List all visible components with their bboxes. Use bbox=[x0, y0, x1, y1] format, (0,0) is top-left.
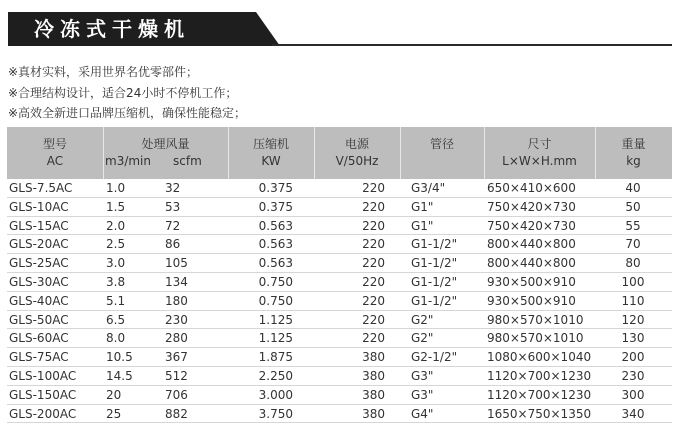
header-model bbox=[7, 127, 103, 179]
cell-kw: 0.750 bbox=[258, 274, 293, 289]
cell-kw: 1.875 bbox=[258, 350, 293, 365]
cell-kw: 1.125 bbox=[258, 312, 293, 327]
cell-flow-scfm: 72 bbox=[165, 218, 181, 233]
cell-voltage: 220 bbox=[362, 312, 385, 327]
cell-pipe: G2" bbox=[411, 331, 434, 346]
cell-kw: 0.563 bbox=[258, 218, 293, 233]
cell-flow-m3: 1.0 bbox=[106, 181, 126, 195]
cell-pipe: G1-1/2" bbox=[411, 237, 458, 252]
cell-voltage: 220 bbox=[362, 237, 385, 252]
header-pipe bbox=[400, 127, 484, 179]
cell-voltage: 220 bbox=[362, 274, 385, 289]
cell-model: GLS-200AC bbox=[9, 406, 77, 421]
cell-model: GLS-20AC bbox=[9, 237, 69, 252]
page-title: 冷冻式干燥机 bbox=[34, 17, 190, 41]
header-divider bbox=[314, 127, 315, 179]
table-row bbox=[7, 386, 672, 405]
table-row bbox=[7, 292, 672, 311]
table-row bbox=[7, 329, 672, 348]
cell-flow-m3: 6.5 bbox=[106, 312, 126, 327]
header-power bbox=[314, 127, 400, 179]
table-row bbox=[7, 348, 672, 367]
header-kw-label: 压缩机 bbox=[252, 137, 289, 151]
cell-pipe: G4" bbox=[411, 406, 434, 421]
title-bar bbox=[0, 12, 680, 46]
cell-size: 930×500×910 bbox=[487, 274, 576, 289]
cell-flow-scfm: 367 bbox=[165, 350, 188, 365]
cell-voltage: 220 bbox=[362, 199, 385, 214]
cell-voltage: 380 bbox=[362, 350, 385, 365]
cell-model: GLS-150AC bbox=[9, 387, 77, 402]
cell-size: 980×570×1010 bbox=[487, 331, 584, 346]
cell-flow-m3: 2.5 bbox=[106, 237, 126, 252]
cell-flow-m3: 3.0 bbox=[106, 256, 126, 271]
cell-voltage: 220 bbox=[362, 256, 385, 271]
header-weight bbox=[595, 127, 672, 179]
cell-weight: 40 bbox=[625, 181, 641, 195]
cell-size: 1650×750×1350 bbox=[487, 406, 592, 421]
cell-pipe: G3" bbox=[411, 368, 434, 383]
cell-model: GLS-7.5AC bbox=[9, 181, 73, 195]
cell-voltage: 380 bbox=[362, 387, 385, 402]
cell-weight: 300 bbox=[621, 387, 645, 402]
header-power-label: 电源 bbox=[344, 137, 369, 151]
cell-flow-m3: 25 bbox=[106, 406, 122, 421]
header-size-label: 尺寸 bbox=[527, 137, 552, 151]
cell-size: 980×570×1010 bbox=[487, 312, 584, 327]
cell-weight: 100 bbox=[621, 274, 645, 289]
cell-flow-scfm: 882 bbox=[165, 406, 188, 421]
header-power-sub: V/50Hz bbox=[335, 154, 379, 168]
header-model-sub: AC bbox=[46, 154, 64, 168]
cell-flow-m3: 1.5 bbox=[106, 199, 126, 214]
header-kw bbox=[228, 127, 314, 179]
table-row bbox=[7, 367, 672, 386]
cell-weight: 55 bbox=[625, 218, 641, 233]
cell-kw: 3.750 bbox=[258, 406, 293, 421]
cell-pipe: G2" bbox=[411, 312, 434, 327]
header-divider bbox=[484, 127, 485, 179]
cell-kw: 2.250 bbox=[258, 368, 293, 383]
cell-model: GLS-60AC bbox=[9, 331, 69, 346]
cell-pipe: G3" bbox=[411, 387, 434, 402]
cell-size: 750×420×730 bbox=[487, 199, 576, 214]
table-row bbox=[7, 235, 672, 254]
cell-size: 1120×700×1230 bbox=[487, 368, 592, 383]
table-row bbox=[7, 405, 672, 424]
header-size-sub: L×W×H.mm bbox=[502, 154, 577, 168]
table-row bbox=[7, 273, 672, 292]
title-underline bbox=[272, 44, 672, 46]
cell-kw: 0.563 bbox=[258, 237, 293, 252]
cell-weight: 80 bbox=[625, 256, 641, 271]
cell-kw: 0.563 bbox=[258, 256, 293, 271]
cell-weight: 110 bbox=[621, 293, 645, 308]
cell-pipe: G1" bbox=[411, 199, 434, 214]
cell-model: GLS-40AC bbox=[9, 293, 69, 308]
cell-weight: 340 bbox=[621, 406, 645, 421]
cell-model: GLS-25AC bbox=[9, 256, 69, 271]
cell-voltage: 220 bbox=[362, 293, 385, 308]
cell-size: 800×440×800 bbox=[487, 237, 576, 252]
cell-flow-m3: 10.5 bbox=[106, 350, 133, 365]
cell-weight: 120 bbox=[621, 312, 645, 327]
cell-flow-scfm: 105 bbox=[165, 256, 188, 271]
cell-kw: 0.375 bbox=[258, 199, 293, 214]
cell-model: GLS-100AC bbox=[9, 368, 77, 383]
cell-weight: 50 bbox=[625, 199, 641, 214]
cell-flow-scfm: 134 bbox=[165, 274, 188, 289]
feature-item: ※合理结构设计，适合24小时不停机工作； bbox=[8, 85, 238, 100]
cell-size: 930×500×910 bbox=[487, 293, 576, 308]
cell-pipe: G1-1/2" bbox=[411, 274, 458, 289]
header-flow bbox=[103, 127, 228, 179]
cell-voltage: 220 bbox=[362, 218, 385, 233]
header-pipe-label: 管径 bbox=[429, 137, 454, 151]
cell-size: 650×410×600 bbox=[487, 181, 576, 195]
cell-model: GLS-15AC bbox=[9, 218, 69, 233]
table-body bbox=[7, 179, 672, 423]
header-divider bbox=[103, 127, 104, 179]
cell-voltage: 380 bbox=[362, 406, 385, 421]
table-header bbox=[7, 127, 672, 179]
header-weight-label: 重量 bbox=[621, 137, 646, 151]
cell-flow-m3: 20 bbox=[106, 387, 122, 402]
cell-kw: 1.125 bbox=[258, 331, 293, 346]
cell-flow-scfm: 86 bbox=[165, 237, 181, 252]
cell-flow-scfm: 180 bbox=[165, 293, 188, 308]
cell-size: 1120×700×1230 bbox=[487, 387, 592, 402]
spec-table bbox=[7, 127, 672, 423]
cell-pipe: G2-1/2" bbox=[411, 350, 458, 365]
cell-size: 1080×600×1040 bbox=[487, 350, 592, 365]
cell-model: GLS-10AC bbox=[9, 199, 69, 214]
table-row bbox=[7, 311, 672, 330]
cell-flow-scfm: 280 bbox=[165, 331, 188, 346]
table-row bbox=[7, 198, 672, 217]
cell-flow-m3: 2.0 bbox=[106, 218, 126, 233]
cell-kw: 0.375 bbox=[258, 181, 293, 195]
cell-weight: 230 bbox=[621, 368, 645, 383]
table-row bbox=[7, 179, 672, 198]
cell-weight: 130 bbox=[621, 331, 645, 346]
cell-flow-m3: 14.5 bbox=[106, 368, 133, 383]
cell-size: 800×440×800 bbox=[487, 256, 576, 271]
header-flow-label: 处理风量 bbox=[141, 137, 190, 151]
cell-pipe: G3/4" bbox=[411, 181, 446, 195]
header-divider bbox=[400, 127, 401, 179]
cell-flow-scfm: 32 bbox=[165, 181, 181, 195]
cell-weight: 70 bbox=[625, 237, 641, 252]
cell-pipe: G1" bbox=[411, 218, 434, 233]
cell-weight: 200 bbox=[621, 350, 645, 365]
cell-model: GLS-75AC bbox=[9, 350, 69, 365]
cell-pipe: G1-1/2" bbox=[411, 293, 458, 308]
cell-voltage: 220 bbox=[362, 181, 385, 195]
cell-flow-m3: 3.8 bbox=[106, 274, 126, 289]
cell-flow-scfm: 706 bbox=[165, 387, 188, 402]
header-divider bbox=[595, 127, 596, 179]
header-size bbox=[484, 127, 595, 179]
cell-flow-scfm: 230 bbox=[165, 312, 188, 327]
cell-flow-m3: 5.1 bbox=[106, 293, 126, 308]
header-model-label: 型号 bbox=[42, 137, 67, 151]
cell-flow-m3: 8.0 bbox=[106, 331, 126, 346]
table-row bbox=[7, 254, 672, 273]
header-flow-scfm: scfm bbox=[173, 154, 202, 168]
header-flow-m3: m3/min bbox=[105, 154, 151, 168]
header-weight-sub: kg bbox=[626, 154, 641, 168]
cell-flow-scfm: 512 bbox=[165, 368, 188, 383]
cell-flow-scfm: 53 bbox=[165, 199, 181, 214]
cell-pipe: G1-1/2" bbox=[411, 256, 458, 271]
cell-size: 750×420×730 bbox=[487, 218, 576, 233]
feature-item: ※高效全新进口品牌压缩机，确保性能稳定； bbox=[8, 106, 247, 120]
table-row bbox=[7, 217, 672, 236]
cell-model: GLS-50AC bbox=[9, 312, 69, 327]
header-divider bbox=[228, 127, 229, 179]
cell-model: GLS-30AC bbox=[9, 274, 69, 289]
header-kw-sub: KW bbox=[261, 154, 281, 168]
cell-voltage: 220 bbox=[362, 331, 385, 346]
feature-item: ※真材实料，采用世界名优零部件； bbox=[8, 65, 199, 79]
cell-kw: 3.000 bbox=[258, 387, 293, 402]
feature-list bbox=[8, 62, 246, 124]
cell-voltage: 380 bbox=[362, 368, 385, 383]
cell-kw: 0.750 bbox=[258, 293, 293, 308]
